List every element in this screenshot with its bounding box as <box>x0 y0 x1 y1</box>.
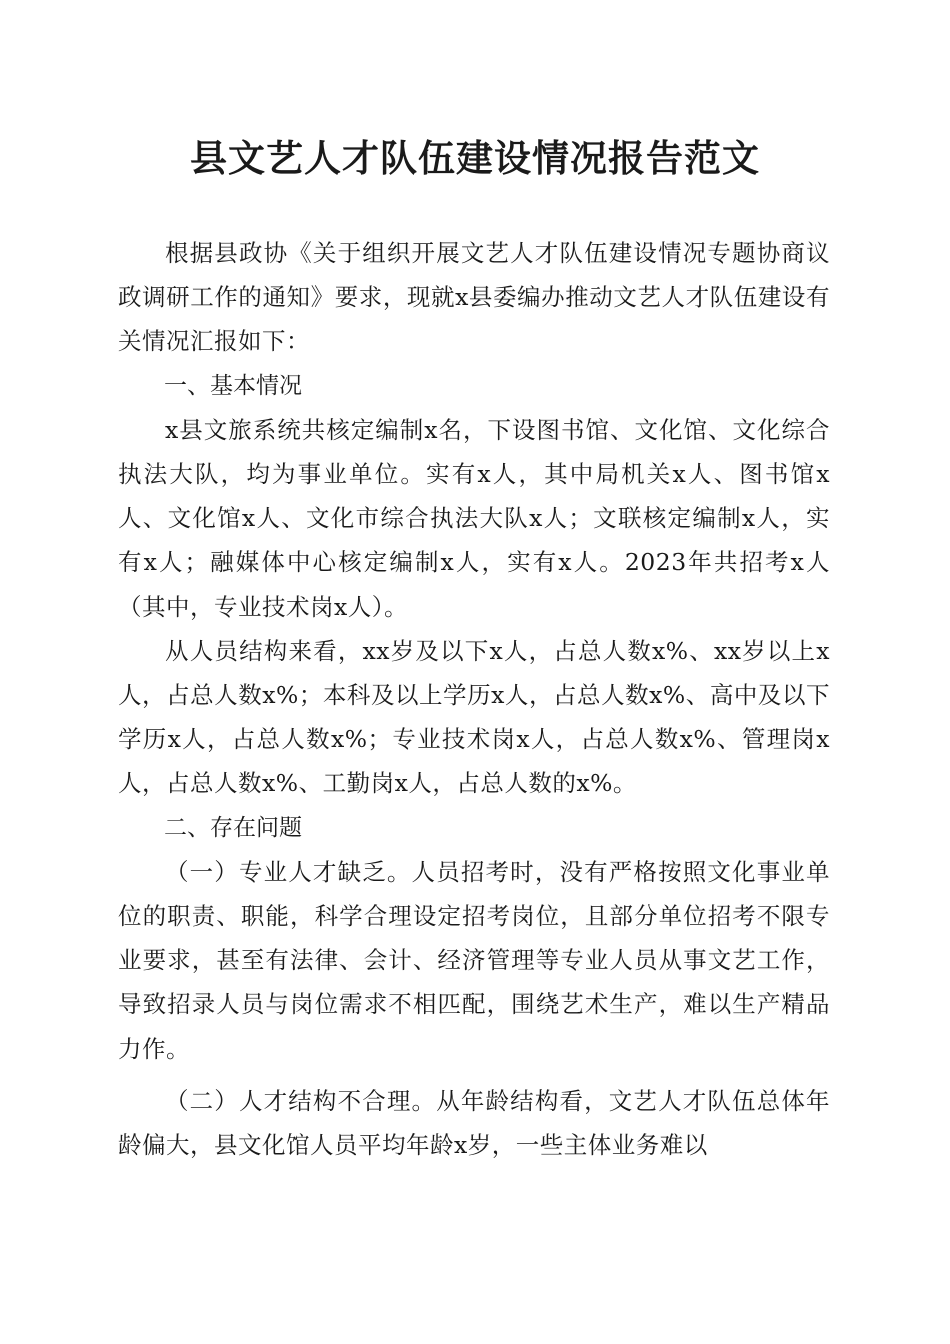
document-body <box>118 231 830 1167</box>
basic-situation-paragraph-1: x县文旅系统共核定编制x名，下设图书馆、文化馆、文化综合执法大队，均为事业单位。实有x人，其中局机关x人、图书馆x人、文化馆x人、文化市综合执法大队x人；文联核定编制x人，实有x人；融媒体中心核定编制x人，实有x人。2023年共招考x人（其中，专业技术岗x人）。 <box>118 415 830 621</box>
problem-item-2-text: 从年龄结构看，文艺人才队伍总体年龄偏大，县文化馆人员平均年龄x岁，一些主体业务难以 <box>118 1086 831 1160</box>
section-heading-basic-situation: 一、基本情况 <box>164 372 302 399</box>
problem-item-1 <box>118 850 830 1071</box>
basic-situation-paragraph-2: 从人员结构来看，xx岁及以下x人，占总人数x%、xx岁以上x人，占总人数x%；本科及以上学历x人，占总人数x%、高中及以下学历x人，占总人数x%；专业技术岗x人，占总人数x%、管理岗x人，占总人数x%、工勤岗x人，占总人数的x%。 <box>118 636 830 798</box>
document-title: 县文艺人才队伍建设情况报告范文 <box>190 136 760 180</box>
intro-paragraph: 根据县政协《关于组织开展文艺人才队伍建设情况专题协商议政调研工作的通知》要求，现就x县委编办推动文艺人才队伍建设有关情况汇报如下： <box>118 239 830 356</box>
section-heading-existing-problems: 二、存在问题 <box>164 814 302 841</box>
problem-item-1-lead: （一）专业人才缺乏。 <box>165 857 412 886</box>
problem-item-2-lead: （二）人才结构不合理。 <box>165 1086 437 1115</box>
problem-item-1-text: 人员招考时，没有严格按照文化事业单位的职责、职能，科学合理设定招考岗位，且部分单位招考不限专业要求，甚至有法律、会计、经济管理等专业人员从事文艺工作，导致招录人员与岗位需求不相匹配，围绕艺术生产，难以生产精品力作。 <box>118 857 831 1063</box>
problem-item-2 <box>118 1079 830 1167</box>
